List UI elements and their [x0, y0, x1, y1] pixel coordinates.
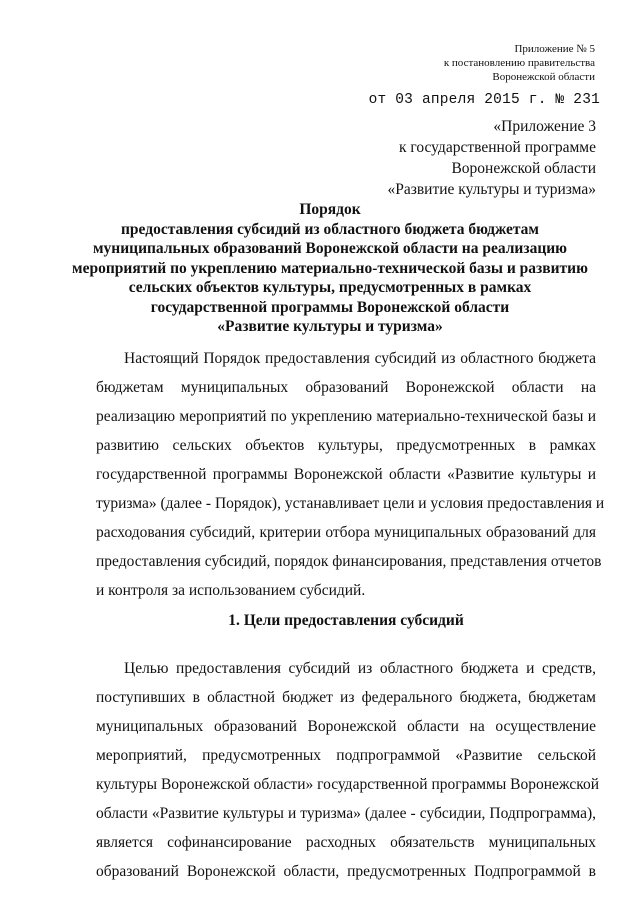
approval-line-2: к постановлению правительства — [443, 57, 595, 69]
approval-stamp — [295, 42, 595, 84]
title-line: государственной программы Воронежской области — [150, 298, 510, 316]
paragraph-line: расходования субсидий, критерии отбора муниципальных образований для — [96, 524, 596, 541]
paragraph-line: реализацию мероприятий по укреплению материально-технической базы и — [96, 408, 596, 425]
reference-line-4: «Развитие культуры и туризма» — [387, 181, 596, 198]
paragraph-line: и контроля за использованием субсидий. — [96, 582, 366, 599]
paragraph-line: предоставления субсидий, порядок финансирования, представления отчетов — [96, 553, 602, 570]
paragraph-line: государственной программы Воронежской области «Развитие культуры и — [96, 466, 596, 483]
reference-block — [276, 116, 596, 200]
approval-date: от 03 апреля 2015 г. № 231 — [368, 92, 600, 108]
paragraph-line: культуры Воронежской области» государственной программы Воронежской — [96, 776, 600, 793]
approval-line-1: Приложение № 5 — [514, 43, 595, 55]
paragraph-line: мероприятий, предусмотренных подпрограммой «Развитие сельской — [96, 747, 596, 764]
title-line: предоставления субсидий из областного бюджета бюджетам — [121, 220, 539, 238]
reference-line-3: Воронежской области — [451, 160, 596, 177]
title-line: сельских объектов культуры, предусмотренных в рамках — [128, 279, 532, 296]
paragraph-line: области «Развитие культуры и туризма» (далее - субсидии, Подпрограмма), — [96, 805, 596, 822]
paragraph-line: туризма» (далее - Порядок), устанавливает цели и условия предоставления и — [96, 495, 605, 512]
section-paragraph — [96, 654, 600, 886]
title-line: муниципальных образований Воронежской области на реализацию — [92, 240, 568, 257]
approval-line-3: Воронежской области — [492, 71, 595, 83]
title-line: мероприятий по укреплению материально-технической базы и развитию — [72, 259, 588, 277]
paragraph-line: поступивших в областной бюджет из федерального бюджета, бюджетам — [96, 689, 596, 706]
reference-line-2: к государственной программе — [398, 139, 596, 156]
section-heading: 1. Цели предоставления субсидий — [228, 612, 464, 629]
intro-paragraph — [96, 344, 605, 605]
paragraph-line: Настоящий Порядок предоставления субсидий из областного бюджета — [124, 350, 596, 367]
paragraph-line: бюджетам муниципальных образований Воронежской области на — [96, 379, 596, 396]
title-line: Порядок — [299, 201, 361, 218]
paragraph-line: муниципальных образований Воронежской области на осуществление — [96, 718, 596, 735]
paragraph-line: образований Воронежской области, предусмотренных Подпрограммой в — [96, 863, 596, 880]
document-title — [60, 200, 600, 337]
paragraph-line: является софинансирование расходных обязательств муниципальных — [96, 834, 596, 851]
paragraph-line: развитию сельских объектов культуры, предусмотренных в рамках — [96, 437, 596, 454]
title-line: «Развитие культуры и туризма» — [217, 318, 443, 335]
paragraph-line: Целью предоставления субсидий из областного бюджета и средств, — [124, 660, 596, 677]
reference-line-1: «Приложение 3 — [493, 118, 596, 135]
